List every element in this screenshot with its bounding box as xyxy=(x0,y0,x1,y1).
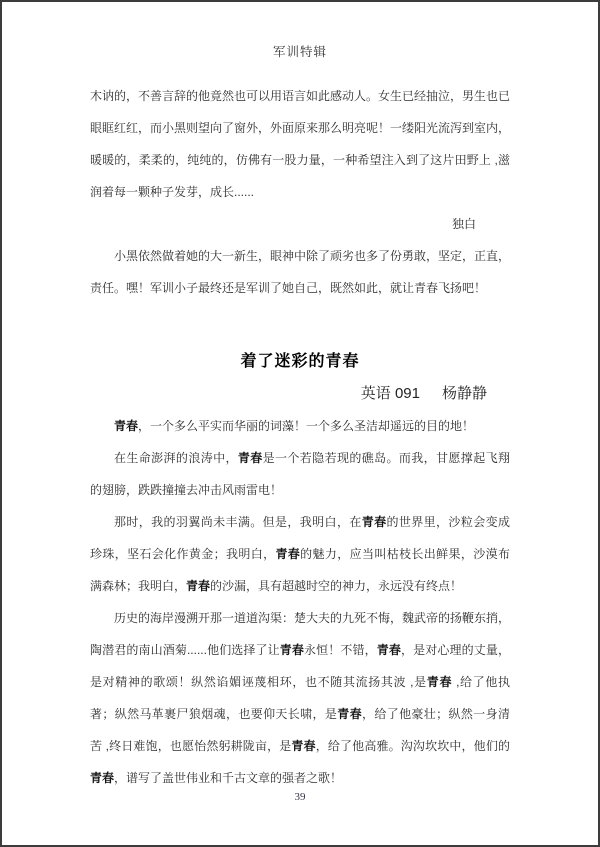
emphasis-text: 青春 xyxy=(275,547,301,561)
text-segment: 的世界里，沙粒会变成珍珠，坚石会化作黄金；我明白， xyxy=(90,515,510,561)
paragraph xyxy=(90,442,510,506)
paragraph xyxy=(90,602,510,794)
text-segment: 永恒！不错， xyxy=(304,643,377,657)
text-segment: ，给了他高雅。沟沟坎坎中，他们的 xyxy=(315,739,510,753)
emphasis-text: 青春 xyxy=(186,579,211,593)
text-segment: ，是对心理的丈量，是对精神的歌颂！纵然谄媚诬蔑相环，也不随其流扬其波 ,是 xyxy=(90,643,510,689)
text-segment: 的魅力，应当叫枯枝长出鲜果，沙漠布满森林；我明白， xyxy=(90,547,510,593)
emphasis-text: 青春 xyxy=(376,643,402,657)
byline-author: 杨静静 xyxy=(441,385,487,402)
emphasis-text: 青春 xyxy=(237,451,263,465)
article-title: 着了迷彩的青春 xyxy=(240,353,360,370)
emphasis-text: 青春 xyxy=(337,707,362,721)
text-segment: ,给了他执著；纵然马革裹尸狼烟魂，也要仰天长啸，是 xyxy=(90,675,510,721)
byline xyxy=(90,378,510,410)
emphasis-text: 青春 xyxy=(90,771,115,785)
paragraph xyxy=(90,410,510,442)
text-segment: ，给了他豪壮；纵然一身清苦 ,终日难饱，也愿怡然躬耕陇亩，是 xyxy=(90,707,510,753)
text-segment: ，一个多么平实而华丽的词藻！一个多么圣洁却遥远的目的地！ xyxy=(138,419,475,433)
text-segment: ，谱写了盖世伟业和千古文章的强者之歌！ xyxy=(114,771,343,785)
article-body xyxy=(90,410,510,794)
text-segment: 是一个若隐若现的礁岛。而我，甘愿撑起飞翔的翅膀，跌跌撞撞去冲击风雨雷电！ xyxy=(90,451,510,497)
paragraph: 木讷的，不善言辞的他竟然也可以用语言如此感动人。女生已经抽泣，男生也已眼眶红红，而小黑则望向了窗外，外面原来那么明亮呢！一缕阳光流泻到室内，暖暖的，柔柔的，纯纯的，仿佛有一股力量，一种希望注入到了这片田野上 ,滋润着每一颗种子发芽，成长...... xyxy=(90,89,511,199)
byline-class: 英语 091 xyxy=(360,385,420,402)
page-header: 军训特辑 xyxy=(272,45,327,59)
emphasis-text: 青春 xyxy=(361,515,387,529)
text-segment: 在生命澎湃的浪涛中， xyxy=(114,451,238,465)
paragraph: 小黑依然做着她的大一新生，眼神中除了顽劣也多了份勇敢，坚定，正直，责任。嘿！军训小子最终还是军训了她自己，既然如此，就让青春飞扬吧！ xyxy=(90,249,511,295)
military-training-section xyxy=(90,80,510,304)
monologue-label: 独白 xyxy=(451,217,476,231)
emphasis-text: 青春 xyxy=(279,643,305,657)
text-segment: 那时，我的羽翼尚未丰满。但是，我明白，在 xyxy=(114,515,362,529)
page-number: 39 xyxy=(294,791,306,803)
paragraph xyxy=(90,506,510,602)
text-segment: 的沙漏，具有超越时空的神力，永远没有终点！ xyxy=(210,579,463,593)
emphasis-text: 青春 xyxy=(426,675,453,689)
text-segment: 历史的海岸漫溯开那一道道沟渠：楚大夫的九死不悔，魏武帝的扬鞭东捎，陶潜君的南山酒菊......他们选择了让 xyxy=(90,611,511,657)
emphasis-text: 青春 xyxy=(291,739,316,753)
emphasis-text: 青春 xyxy=(114,419,139,433)
